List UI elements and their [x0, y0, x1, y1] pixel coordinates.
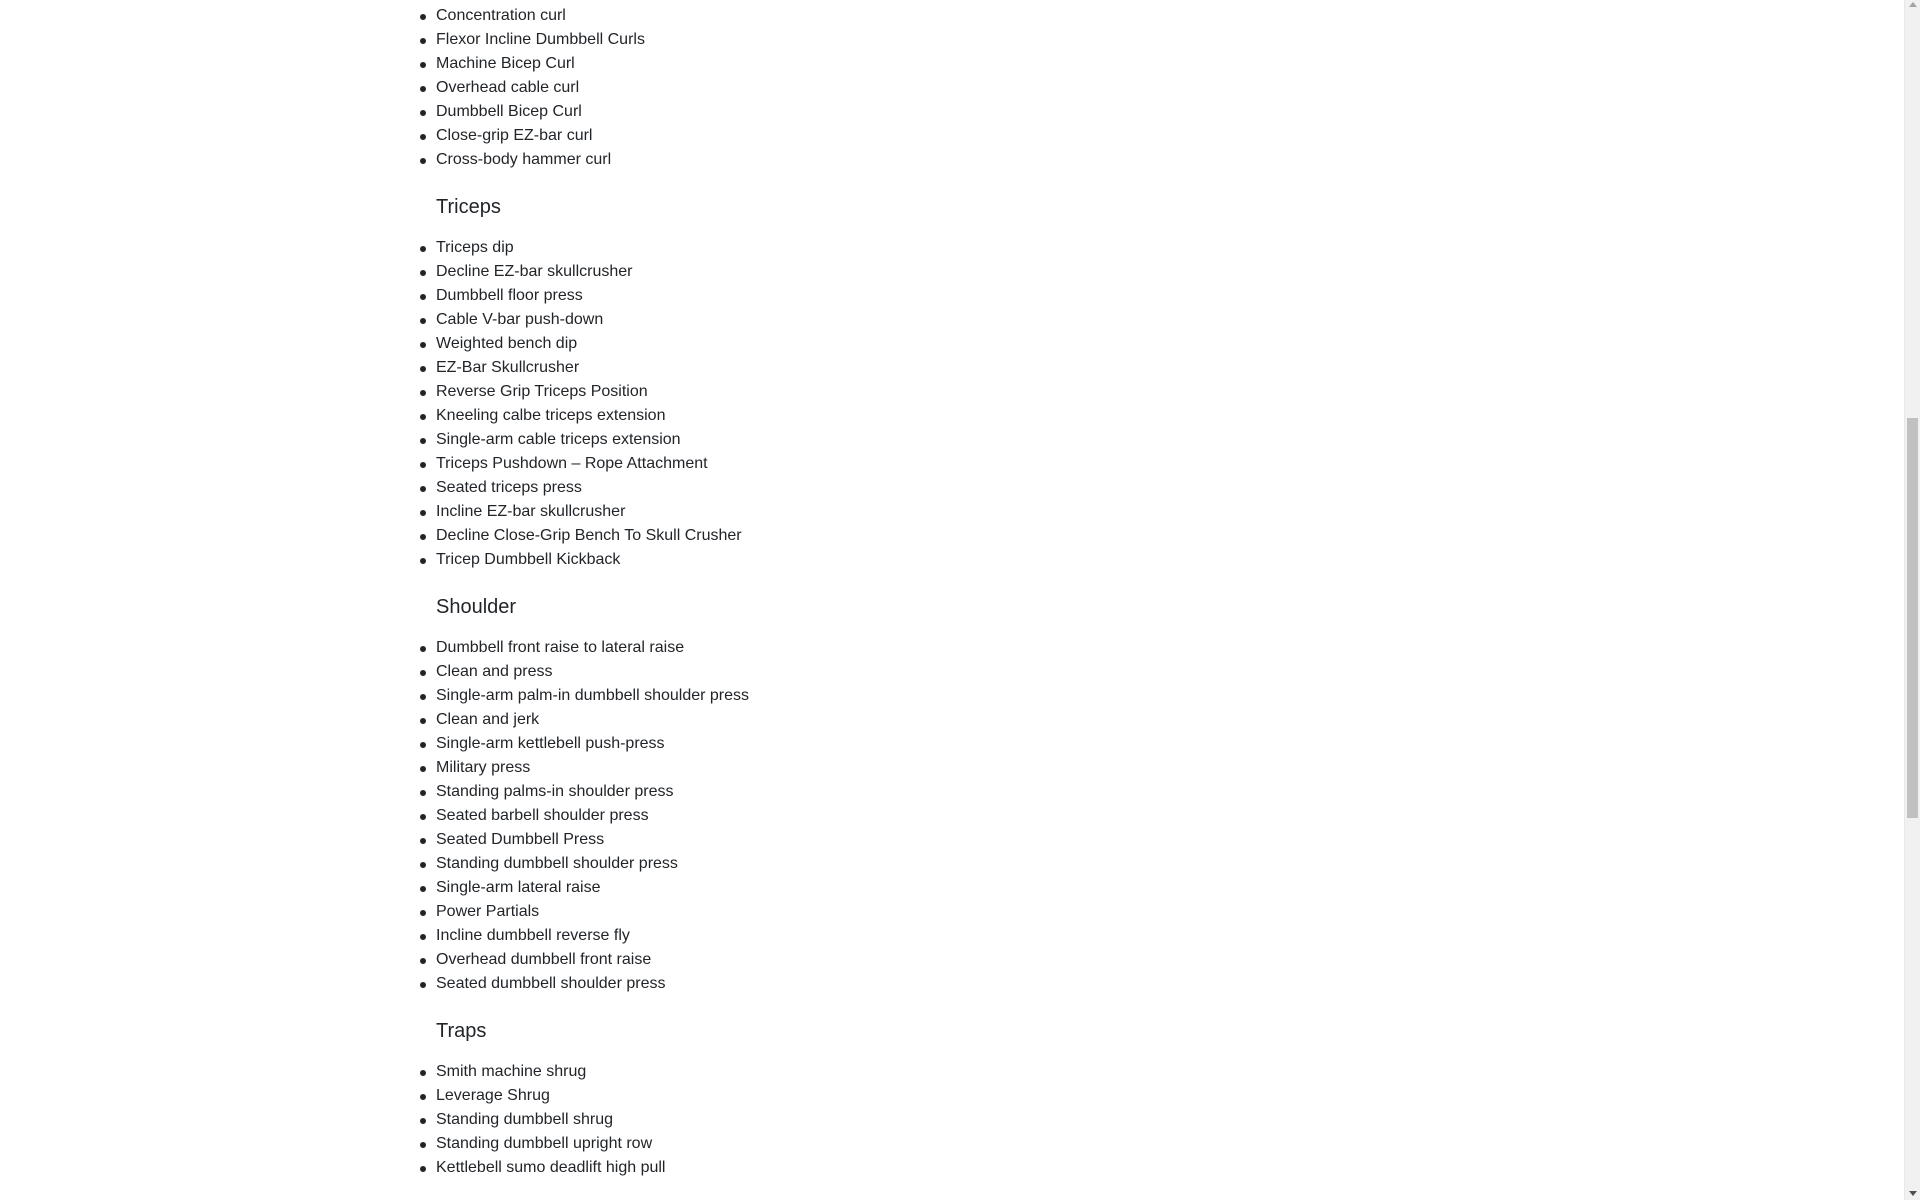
- bullet-icon: [420, 1070, 426, 1076]
- list-item-label: Clean and press: [436, 663, 553, 680]
- list-item-label: Triceps Pushdown – Rope Attachment: [436, 455, 708, 472]
- list-item: [436, 260, 1336, 284]
- list-item-label: EZ-Bar Skullcrusher: [436, 359, 580, 376]
- list-item-label: Decline EZ-bar skullcrusher: [436, 263, 633, 280]
- list-item-label: Incline dumbbell reverse fly: [436, 927, 630, 944]
- list-item-label: Incline EZ-bar skullcrusher: [436, 503, 626, 520]
- list-item-label: Dumbbell floor press: [436, 287, 583, 304]
- list-item-label: Standing palms-in shoulder press: [436, 783, 674, 800]
- list-item: [436, 428, 1336, 452]
- bullet-icon: [420, 814, 426, 820]
- list-item-label: Smith machine shrug: [436, 1063, 587, 1080]
- bullet-icon: [420, 766, 426, 772]
- bullet-icon: [420, 1094, 426, 1100]
- list-item: [436, 732, 1336, 756]
- list-item: [436, 828, 1336, 852]
- list-item: [436, 500, 1336, 524]
- bullet-icon: [420, 934, 426, 940]
- bullet-icon: [420, 646, 426, 652]
- list-item: [436, 452, 1336, 476]
- bullet-icon: [420, 414, 426, 420]
- list-item: [436, 124, 1336, 148]
- exercise-content: [436, 4, 1336, 1180]
- list-item: [436, 972, 1336, 996]
- list-item-label: Standing dumbbell upright row: [436, 1135, 653, 1152]
- bullet-icon: [420, 486, 426, 492]
- list-item: [436, 804, 1336, 828]
- list-item-label: Single-arm kettlebell push-press: [436, 735, 665, 752]
- scroll-up-arrow-icon[interactable]: [1909, 2, 1917, 7]
- list-item-label: Single-arm cable triceps extension: [436, 431, 681, 448]
- scrollbar-thumb[interactable]: [1907, 418, 1918, 818]
- bullet-icon: [420, 318, 426, 324]
- list-item-label: Overhead cable curl: [436, 79, 580, 96]
- list-item: [436, 1132, 1336, 1156]
- bullet-icon: [420, 110, 426, 116]
- list-item: [436, 548, 1336, 572]
- list-item-label: Tricep Dumbbell Kickback: [436, 551, 621, 568]
- bullet-icon: [420, 1166, 426, 1172]
- bullet-icon: [420, 1118, 426, 1124]
- bullet-icon: [420, 62, 426, 68]
- list-item-label: Standing dumbbell shrug: [436, 1111, 614, 1128]
- list-item-label: Reverse Grip Triceps Position: [436, 383, 648, 400]
- list-item: [436, 1156, 1336, 1180]
- list-item-label: Single-arm lateral raise: [436, 879, 601, 896]
- list-item-label: Seated triceps press: [436, 479, 582, 496]
- list-item: [436, 756, 1336, 780]
- list-item-label: Close-grip EZ-bar curl: [436, 127, 593, 144]
- bullet-icon: [420, 534, 426, 540]
- list-item-label: Cable V-bar push-down: [436, 311, 604, 328]
- bullet-icon: [420, 862, 426, 868]
- bullet-icon: [420, 1142, 426, 1148]
- scroll-down-arrow-icon[interactable]: [1909, 1191, 1917, 1196]
- list-item-label: Kettlebell sumo deadlift high pull: [436, 1159, 666, 1176]
- bullet-icon: [420, 342, 426, 348]
- list-item-label: Military press: [436, 759, 531, 776]
- list-item: [436, 900, 1336, 924]
- list-item-label: Seated Dumbbell Press: [436, 831, 605, 848]
- list-item: [436, 308, 1336, 332]
- list-item-label: Dumbbell front raise to lateral raise: [436, 639, 685, 656]
- list-item: [436, 948, 1336, 972]
- list-item: [436, 1108, 1336, 1132]
- bullet-icon: [420, 38, 426, 44]
- bullet-icon: [420, 910, 426, 916]
- list-item: [436, 52, 1336, 76]
- list-item: [436, 924, 1336, 948]
- list-item: [436, 332, 1336, 356]
- list-item: [436, 404, 1336, 428]
- bullet-icon: [420, 294, 426, 300]
- shoulder-heading: Shoulder: [436, 596, 517, 618]
- list-item-label: Kneeling calbe triceps extension: [436, 407, 666, 424]
- list-item: [436, 708, 1336, 732]
- bullet-icon: [420, 958, 426, 964]
- list-item: [436, 100, 1336, 124]
- traps-heading: Traps: [436, 1020, 487, 1042]
- bullet-icon: [420, 462, 426, 468]
- bullet-icon: [420, 134, 426, 140]
- bullet-icon: [420, 742, 426, 748]
- list-item-label: Power Partials: [436, 903, 540, 920]
- list-item: [436, 1084, 1336, 1108]
- list-item-label: Clean and jerk: [436, 711, 540, 728]
- shoulder-exercise-list: [436, 636, 1336, 996]
- list-item: [436, 780, 1336, 804]
- list-item-label: Flexor Incline Dumbbell Curls: [436, 31, 645, 48]
- list-item: [436, 356, 1336, 380]
- list-item: [436, 148, 1336, 172]
- triceps-heading: Triceps: [436, 196, 501, 218]
- bullet-icon: [420, 366, 426, 372]
- bullet-icon: [420, 694, 426, 700]
- bullet-icon: [420, 86, 426, 92]
- bullet-icon: [420, 558, 426, 564]
- list-item: [436, 684, 1336, 708]
- vertical-scrollbar[interactable]: [1904, 0, 1920, 1200]
- list-item: [436, 476, 1336, 500]
- list-item: [436, 4, 1336, 28]
- bullet-icon: [420, 246, 426, 252]
- bullet-icon: [420, 838, 426, 844]
- bullet-icon: [420, 14, 426, 20]
- list-item: [436, 284, 1336, 308]
- list-item: [436, 660, 1336, 684]
- bullet-icon: [420, 790, 426, 796]
- traps-exercise-list: [436, 1060, 1336, 1180]
- list-item-label: Leverage Shrug: [436, 1087, 550, 1104]
- bullet-icon: [420, 158, 426, 164]
- list-item-label: Decline Close-Grip Bench To Skull Crusher: [436, 527, 742, 544]
- bullet-icon: [420, 390, 426, 396]
- list-item-label: Concentration curl: [436, 7, 566, 24]
- list-item: [436, 380, 1336, 404]
- bullet-icon: [420, 670, 426, 676]
- list-item-label: Machine Bicep Curl: [436, 55, 575, 72]
- bullet-icon: [420, 510, 426, 516]
- list-item: [436, 236, 1336, 260]
- list-item-label: Overhead dumbbell front raise: [436, 951, 652, 968]
- bullet-icon: [420, 438, 426, 444]
- list-item: [436, 636, 1336, 660]
- list-item-label: Triceps dip: [436, 239, 514, 256]
- bullet-icon: [420, 886, 426, 892]
- list-item-label: Cross-body hammer curl: [436, 151, 612, 168]
- bullet-icon: [420, 982, 426, 988]
- list-item: [436, 876, 1336, 900]
- list-item-label: Weighted bench dip: [436, 335, 578, 352]
- list-item-label: Seated barbell shoulder press: [436, 807, 649, 824]
- list-item-label: Dumbbell Bicep Curl: [436, 103, 582, 120]
- list-item: [436, 524, 1336, 548]
- list-item: [436, 1060, 1336, 1084]
- bullet-icon: [420, 718, 426, 724]
- list-item-label: Single-arm palm-in dumbbell shoulder press: [436, 687, 750, 704]
- list-item: [436, 28, 1336, 52]
- list-item: [436, 76, 1336, 100]
- biceps-exercise-list: [436, 4, 1336, 172]
- list-item-label: Seated dumbbell shoulder press: [436, 975, 666, 992]
- bullet-icon: [420, 270, 426, 276]
- triceps-exercise-list: [436, 236, 1336, 572]
- list-item-label: Standing dumbbell shoulder press: [436, 855, 678, 872]
- list-item: [436, 852, 1336, 876]
